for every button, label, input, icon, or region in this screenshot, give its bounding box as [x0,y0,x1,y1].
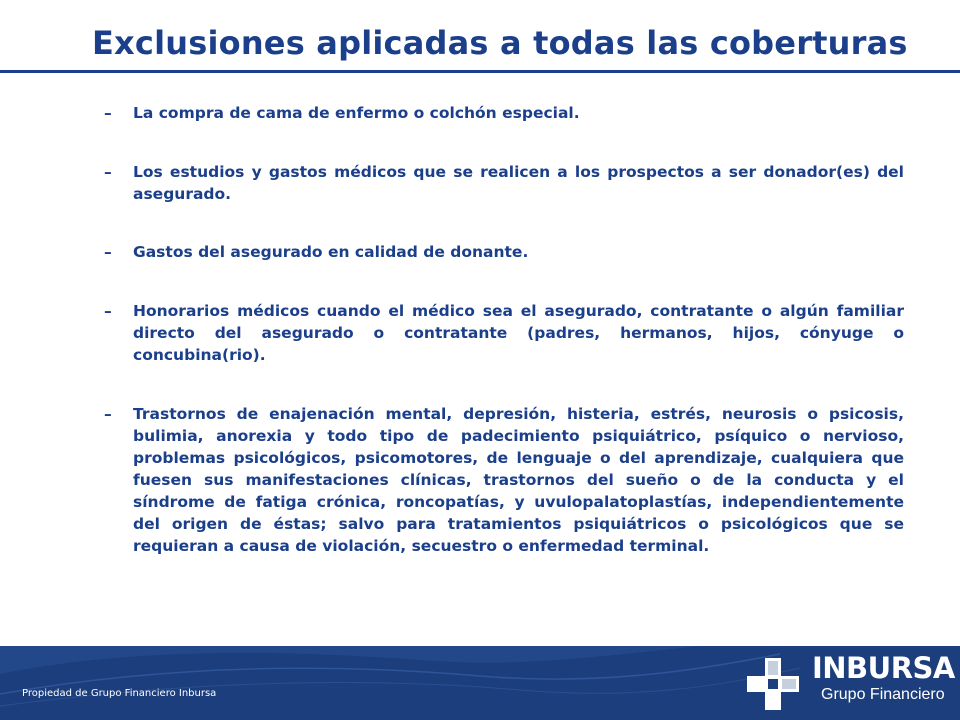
exclusions-list [104,102,904,557]
exclusion-text: Gastos del asegurado en calidad de donante. [133,243,529,261]
exclusion-text: Los estudios y gastos médicos que se realicen a los prospectos a ser donador(es) del asegurado. [133,163,904,203]
title-underline [0,70,960,73]
exclusion-item [104,241,904,263]
inbursa-logo-icon [744,655,802,713]
exclusion-text: Honorarios médicos cuando el médico sea el asegurado, contratante o algún familiar directo del asegurado o contratante (padres, hermanos, hijos, cónyuge o concubina(rio). [133,302,904,364]
bullet-dash: – [104,405,112,423]
footer-property-text: Propiedad de Grupo Financiero Inbursa [22,688,217,699]
exclusion-text: Trastornos de enajenación mental, depresión, histeria, estrés, neurosis o psicosis, bulimia, anorexia y todo tipo de padecimiento psiquiátrico, psíquico o nervioso, problemas psicológicos, psicomotores, de lenguaje o del aprendizaje, cualquiera que fuesen sus manifestaciones clínicas, trastornos del sueño o de la conducta y el síndrome de fatiga crónica, roncopatías, y uvulopalatoplastías, independientemente del origen de éstas; salvo para tratamientos psiquiátricos o psicológicos que se requieran a causa de violación, secuestro o enfermedad terminal. [133,405,904,555]
exclusion-item [104,300,904,366]
inbursa-logo-text: INBURSA [812,651,955,685]
bullet-dash: – [104,243,112,261]
exclusion-text: La compra de cama de enfermo o colchón especial. [133,104,580,122]
logo-subtitle: Grupo Financiero [821,686,945,703]
bullet-dash: – [104,104,112,122]
bullet-dash: – [104,163,112,181]
exclusion-item [104,102,904,124]
bullet-dash: – [104,302,112,320]
slide-title: Exclusiones aplicadas a todas las coberturas [92,24,908,62]
exclusion-item [104,403,904,557]
exclusion-item [104,161,904,205]
